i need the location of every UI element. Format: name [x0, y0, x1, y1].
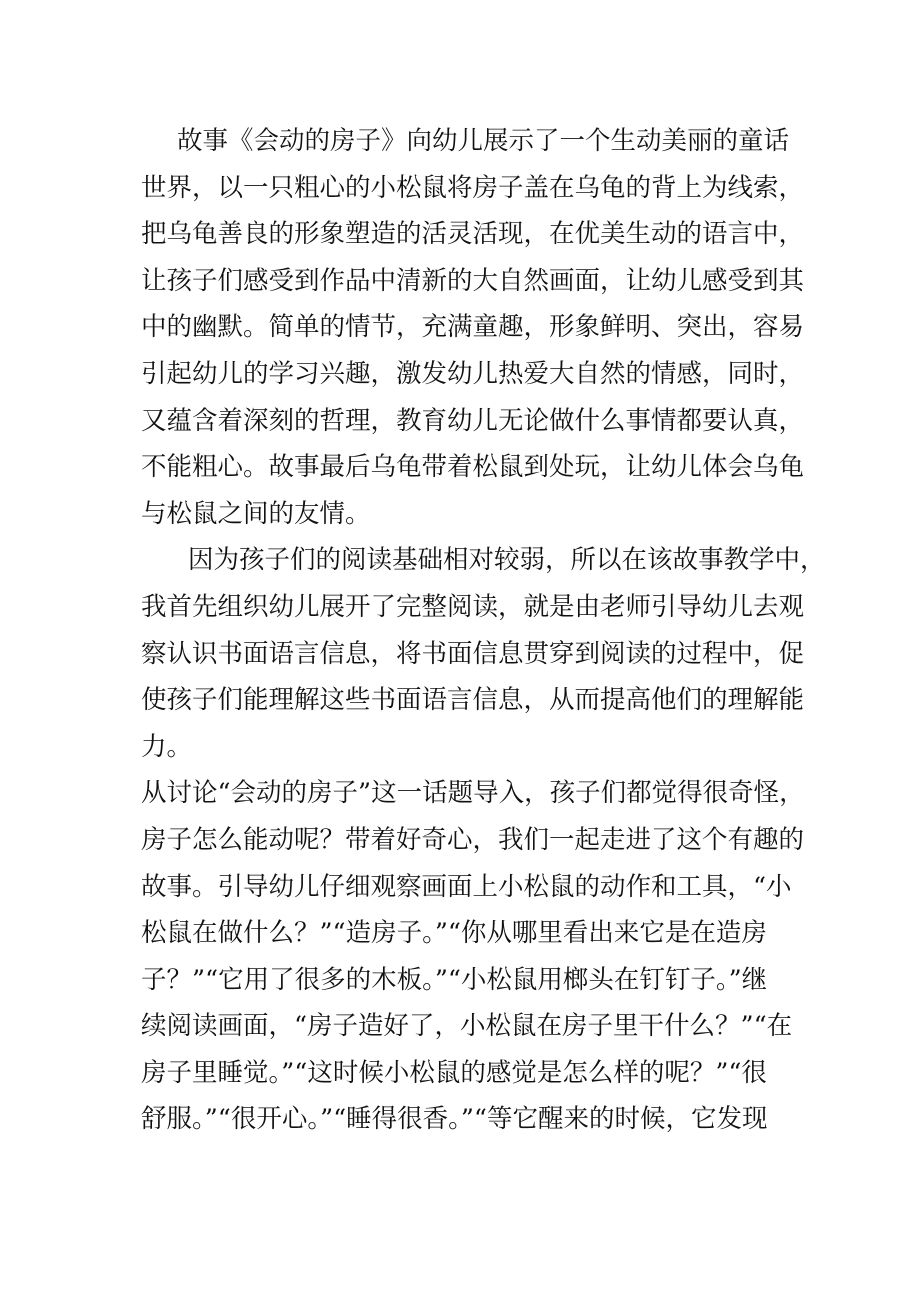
text-line: 子？”“它用了很多的木板。”“小松鼠用榔头在钉钉子。”继: [141, 964, 768, 995]
text-line: 续阅读画面，“房子造好了，小松鼠在房子里干什么？”“在: [141, 1011, 793, 1042]
text-line: 房子怎么能动呢？带着好奇心，我们一起走进了这个有趣的: [141, 824, 805, 855]
text-line: 又蕴含着深刻的哲理，教育幼儿无论做什么事情都要认真，: [141, 405, 805, 436]
text-line: 世界，以一只粗心的小松鼠将房子盖在乌龟的背上为线索，: [141, 172, 805, 203]
text-line: 力。: [141, 731, 193, 762]
text-line: 从讨论“会动的房子”这一话题导入，孩子们都觉得很奇怪，: [141, 778, 805, 809]
text-line: 与松鼠之间的友情。: [141, 498, 371, 529]
text-line: 使孩子们能理解这些书面语言信息，从而提高他们的理解能: [141, 685, 805, 716]
text-line: 因为孩子们的阅读基础相对较弱，所以在该故事教学中，: [188, 545, 826, 576]
paragraph-reading: [141, 537, 826, 770]
text-line: 故事《会动的房子》向幼儿展示了一个生动美丽的童话: [177, 126, 790, 156]
document-body: [141, 118, 826, 1143]
paragraph-intro: [141, 118, 805, 537]
text-line: 我首先组织幼儿展开了完整阅读，就是由老师引导幼儿去观: [141, 591, 805, 622]
text-line: 不能粗心。故事最后乌龟带着松鼠到处玩，让幼儿体会乌龟: [141, 452, 805, 483]
text-line: 房子里睡觉。”“这时候小松鼠的感觉是怎么样的呢？”“很: [141, 1057, 767, 1088]
text-line: 察认识书面语言信息，将书面信息贯穿到阅读的过程中，促: [141, 638, 805, 669]
text-line: 把乌龟善良的形象塑造的活灵活现，在优美生动的语言中，: [141, 219, 805, 250]
text-line: 引起幼儿的学习兴趣，激发幼儿热爱大自然的情感，同时，: [141, 358, 805, 389]
text-line: 松鼠在做什么？”“造房子。”“你从哪里看出来它是在造房: [141, 918, 767, 949]
text-line: 中的幽默。简单的情节，充满童趣，形象鲜明、突出，容易: [141, 312, 805, 343]
text-line: 舒服。”“很开心。”“睡得很香。”“等它醒来的时候，它发现: [141, 1104, 768, 1135]
text-line: 故事。引导幼儿仔细观察画面上小松鼠的动作和工具，“小: [141, 871, 792, 902]
paragraph-discussion: [141, 770, 805, 1143]
text-line: 让孩子们感受到作品中清新的大自然画面，让幼儿感受到其: [141, 265, 805, 296]
